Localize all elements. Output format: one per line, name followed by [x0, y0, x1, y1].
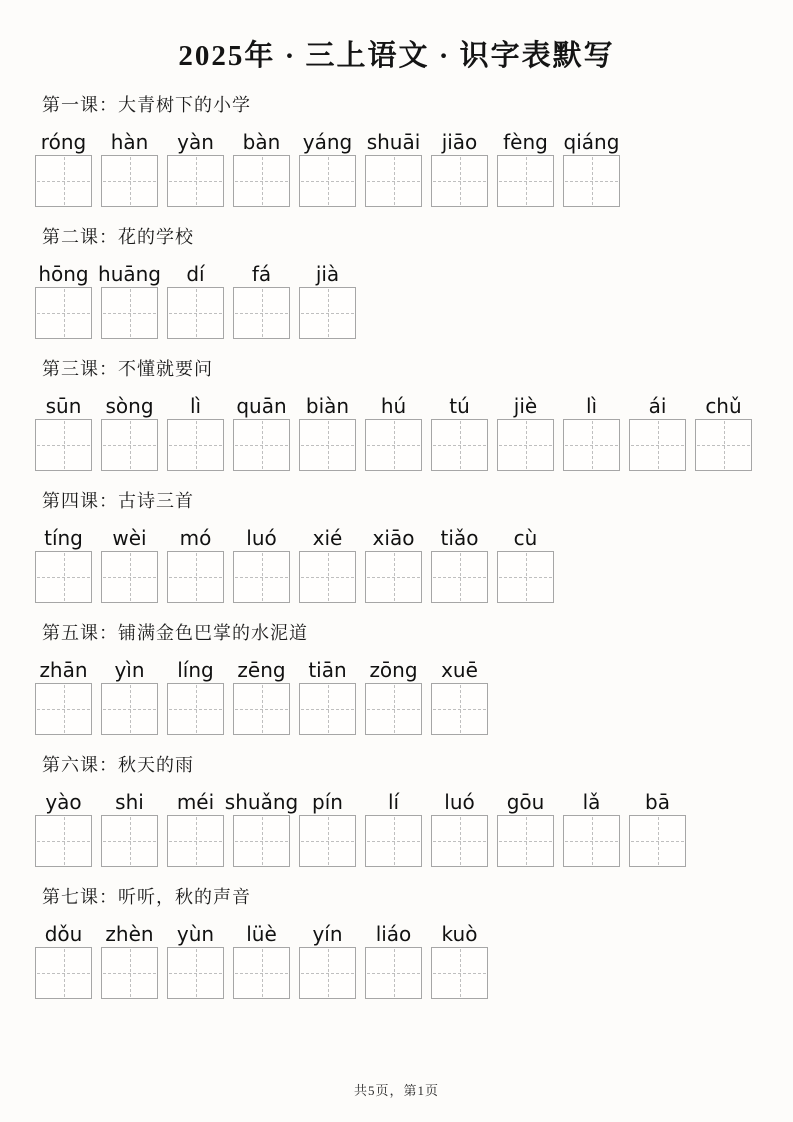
pinyin-cell — [167, 261, 224, 339]
pinyin-label: tiǎo — [440, 526, 479, 550]
pinyin-cell — [167, 789, 224, 867]
tianzige-box — [497, 815, 554, 867]
character-grid-row — [35, 393, 793, 471]
tianzige-box — [167, 947, 224, 999]
lesson-title: 第一课：大青树下的小学 — [42, 95, 251, 115]
tianzige-box — [101, 551, 158, 603]
pinyin-label: shuǎng — [224, 790, 299, 814]
pinyin-cell — [431, 393, 488, 471]
tianzige-box — [233, 683, 290, 735]
pinyin-label: cù — [513, 526, 538, 550]
tianzige-box — [497, 155, 554, 207]
pinyin-cell — [167, 393, 224, 471]
pinyin-label: gōu — [506, 790, 545, 814]
tianzige-box — [563, 155, 620, 207]
pinyin-cell — [233, 129, 290, 207]
pinyin-cell — [98, 261, 161, 339]
pinyin-cell — [101, 129, 158, 207]
tianzige-box — [233, 419, 290, 471]
pinyin-cell — [299, 393, 356, 471]
character-grid-row — [35, 657, 793, 735]
pinyin-cell — [101, 525, 158, 603]
pinyin-label: méi — [176, 790, 215, 814]
tianzige-box — [431, 947, 488, 999]
pinyin-label: jià — [315, 262, 340, 286]
pinyin-cell — [35, 261, 92, 339]
pinyin-cell — [497, 129, 554, 207]
pinyin-label: fèng — [503, 130, 548, 154]
pinyin-cell — [299, 921, 356, 999]
pinyin-cell — [563, 393, 620, 471]
pinyin-label: róng — [40, 130, 87, 154]
pinyin-label: tú — [449, 394, 470, 418]
pinyin-cell — [35, 129, 92, 207]
tianzige-box — [299, 947, 356, 999]
pinyin-label: bā — [645, 790, 670, 814]
tianzige-box — [233, 287, 290, 339]
pinyin-cell — [299, 129, 356, 207]
pinyin-label: zhèn — [105, 922, 154, 946]
pinyin-label: tiān — [308, 658, 347, 682]
tianzige-box — [431, 815, 488, 867]
pinyin-cell — [167, 525, 224, 603]
pinyin-label: xiāo — [372, 526, 415, 550]
character-grid-row — [35, 921, 793, 999]
pinyin-label: líng — [177, 658, 214, 682]
pinyin-cell — [101, 657, 158, 735]
pinyin-cell — [563, 789, 620, 867]
pinyin-cell — [167, 921, 224, 999]
pinyin-label: hōng — [38, 262, 89, 286]
pinyin-label: shuāi — [366, 130, 421, 154]
pinyin-label: lí — [387, 790, 400, 814]
lesson-section — [35, 226, 793, 339]
tianzige-box — [365, 419, 422, 471]
tianzige-box — [629, 815, 686, 867]
pinyin-cell — [35, 393, 92, 471]
pinyin-label: yáng — [302, 130, 353, 154]
tianzige-box — [299, 551, 356, 603]
pinyin-label: zōng — [369, 658, 418, 682]
tianzige-box — [431, 419, 488, 471]
pinyin-label: ái — [648, 394, 667, 418]
pinyin-label: bàn — [242, 130, 281, 154]
lesson-sections — [35, 94, 793, 999]
pinyin-cell — [695, 393, 752, 471]
pinyin-label: zhān — [39, 658, 88, 682]
tianzige-box — [299, 419, 356, 471]
pinyin-label: yàn — [177, 130, 214, 154]
pinyin-label: pín — [312, 790, 343, 814]
page-number: 共5页，第1页 — [353, 1083, 439, 1098]
pinyin-cell — [299, 525, 356, 603]
tianzige-box — [167, 419, 224, 471]
pinyin-cell — [35, 525, 92, 603]
tianzige-box — [35, 947, 92, 999]
lesson-title: 第五课：铺满金色巴掌的水泥道 — [42, 623, 308, 643]
character-grid-row — [35, 261, 793, 339]
lesson-title: 第六课：秋天的雨 — [42, 755, 194, 775]
lesson-section — [35, 886, 793, 999]
pinyin-cell — [299, 657, 356, 735]
tianzige-box — [233, 551, 290, 603]
pinyin-label: lüè — [246, 922, 277, 946]
pinyin-cell — [101, 921, 158, 999]
pinyin-cell — [629, 789, 686, 867]
pinyin-cell — [431, 921, 488, 999]
pinyin-cell — [629, 393, 686, 471]
pinyin-cell — [365, 393, 422, 471]
tianzige-box — [167, 155, 224, 207]
tianzige-box — [299, 683, 356, 735]
pinyin-cell — [563, 129, 620, 207]
tianzige-box — [167, 683, 224, 735]
lesson-title: 第三课：不懂就要问 — [42, 359, 213, 379]
tianzige-box — [233, 155, 290, 207]
pinyin-cell — [431, 789, 488, 867]
pinyin-label: sūn — [45, 394, 82, 418]
pinyin-label: fá — [251, 262, 272, 286]
tianzige-box — [167, 551, 224, 603]
pinyin-label: dí — [186, 262, 205, 286]
lesson-title: 第七课：听听，秋的声音 — [42, 887, 251, 907]
tianzige-box — [101, 947, 158, 999]
pinyin-label: jiāo — [441, 130, 478, 154]
pinyin-label: wèi — [112, 526, 147, 550]
tianzige-box — [101, 683, 158, 735]
tianzige-box — [233, 815, 290, 867]
pinyin-label: huāng — [98, 262, 161, 286]
tianzige-box — [101, 155, 158, 207]
pinyin-label: yín — [312, 922, 343, 946]
tianzige-box — [563, 419, 620, 471]
pinyin-label: biàn — [305, 394, 350, 418]
pinyin-label: lǎ — [582, 790, 601, 814]
pinyin-cell — [497, 525, 554, 603]
pinyin-label: chǔ — [705, 394, 742, 418]
pinyin-label: sòng — [105, 394, 154, 418]
tianzige-box — [431, 683, 488, 735]
pinyin-cell — [299, 789, 356, 867]
pinyin-label: jiè — [513, 394, 538, 418]
lesson-section — [35, 490, 793, 603]
pinyin-label: xié — [312, 526, 343, 550]
pinyin-label: dǒu — [44, 922, 83, 946]
pinyin-cell — [233, 261, 290, 339]
lesson-section — [35, 358, 793, 471]
pinyin-label: quān — [236, 394, 287, 418]
pinyin-label: yùn — [176, 922, 215, 946]
pinyin-label: kuò — [441, 922, 478, 946]
tianzige-box — [167, 287, 224, 339]
tianzige-box — [365, 947, 422, 999]
tianzige-box — [365, 815, 422, 867]
tianzige-box — [299, 155, 356, 207]
pinyin-label: yào — [45, 790, 82, 814]
tianzige-box — [431, 155, 488, 207]
pinyin-cell — [497, 393, 554, 471]
pinyin-cell — [167, 657, 224, 735]
pinyin-label: luó — [444, 790, 475, 814]
pinyin-cell — [233, 393, 290, 471]
pinyin-label: liáo — [375, 922, 412, 946]
pinyin-cell — [299, 261, 356, 339]
pinyin-cell — [35, 789, 92, 867]
pinyin-cell — [431, 129, 488, 207]
pinyin-cell — [365, 657, 422, 735]
pinyin-cell — [233, 921, 290, 999]
pinyin-cell — [365, 921, 422, 999]
lesson-section — [35, 94, 793, 207]
tianzige-box — [365, 155, 422, 207]
tianzige-box — [695, 419, 752, 471]
tianzige-box — [563, 815, 620, 867]
pinyin-label: yìn — [114, 658, 145, 682]
pinyin-cell — [431, 657, 488, 735]
pinyin-label: lì — [585, 394, 598, 418]
tianzige-box — [299, 815, 356, 867]
lesson-section — [35, 754, 793, 867]
tianzige-box — [35, 155, 92, 207]
pinyin-label: hàn — [110, 130, 149, 154]
tianzige-box — [35, 419, 92, 471]
pinyin-label: shi — [115, 790, 144, 814]
pinyin-label: luó — [246, 526, 277, 550]
pinyin-cell — [365, 525, 422, 603]
tianzige-box — [35, 551, 92, 603]
pinyin-label: tíng — [44, 526, 83, 550]
pinyin-label: zēng — [237, 658, 286, 682]
pinyin-cell — [365, 789, 422, 867]
pinyin-label: mó — [179, 526, 212, 550]
pinyin-cell — [101, 393, 158, 471]
pinyin-label: qiáng — [563, 130, 620, 154]
tianzige-box — [101, 815, 158, 867]
pinyin-cell — [224, 789, 299, 867]
tianzige-box — [497, 551, 554, 603]
pinyin-cell — [35, 921, 92, 999]
pinyin-label: hú — [380, 394, 407, 418]
character-grid-row — [35, 129, 793, 207]
pinyin-cell — [35, 657, 92, 735]
lesson-section — [35, 622, 793, 735]
tianzige-box — [431, 551, 488, 603]
lesson-title: 第四课：古诗三首 — [42, 491, 194, 511]
pinyin-cell — [233, 657, 290, 735]
pinyin-cell — [431, 525, 488, 603]
tianzige-box — [101, 287, 158, 339]
page-title: 2025年 · 三上语文 · 识字表默写 — [178, 40, 615, 72]
tianzige-box — [233, 947, 290, 999]
tianzige-box — [35, 683, 92, 735]
tianzige-box — [35, 287, 92, 339]
pinyin-label: lì — [189, 394, 202, 418]
lesson-title: 第二课：花的学校 — [42, 227, 194, 247]
tianzige-box — [167, 815, 224, 867]
pinyin-cell — [365, 129, 422, 207]
tianzige-box — [299, 287, 356, 339]
tianzige-box — [35, 815, 92, 867]
tianzige-box — [497, 419, 554, 471]
character-grid-row — [35, 525, 793, 603]
pinyin-cell — [497, 789, 554, 867]
tianzige-box — [365, 551, 422, 603]
pinyin-cell — [167, 129, 224, 207]
pinyin-label: xuē — [441, 658, 478, 682]
pinyin-cell — [101, 789, 158, 867]
character-grid-row — [35, 789, 793, 867]
tianzige-box — [365, 683, 422, 735]
tianzige-box — [629, 419, 686, 471]
pinyin-cell — [233, 525, 290, 603]
tianzige-box — [101, 419, 158, 471]
